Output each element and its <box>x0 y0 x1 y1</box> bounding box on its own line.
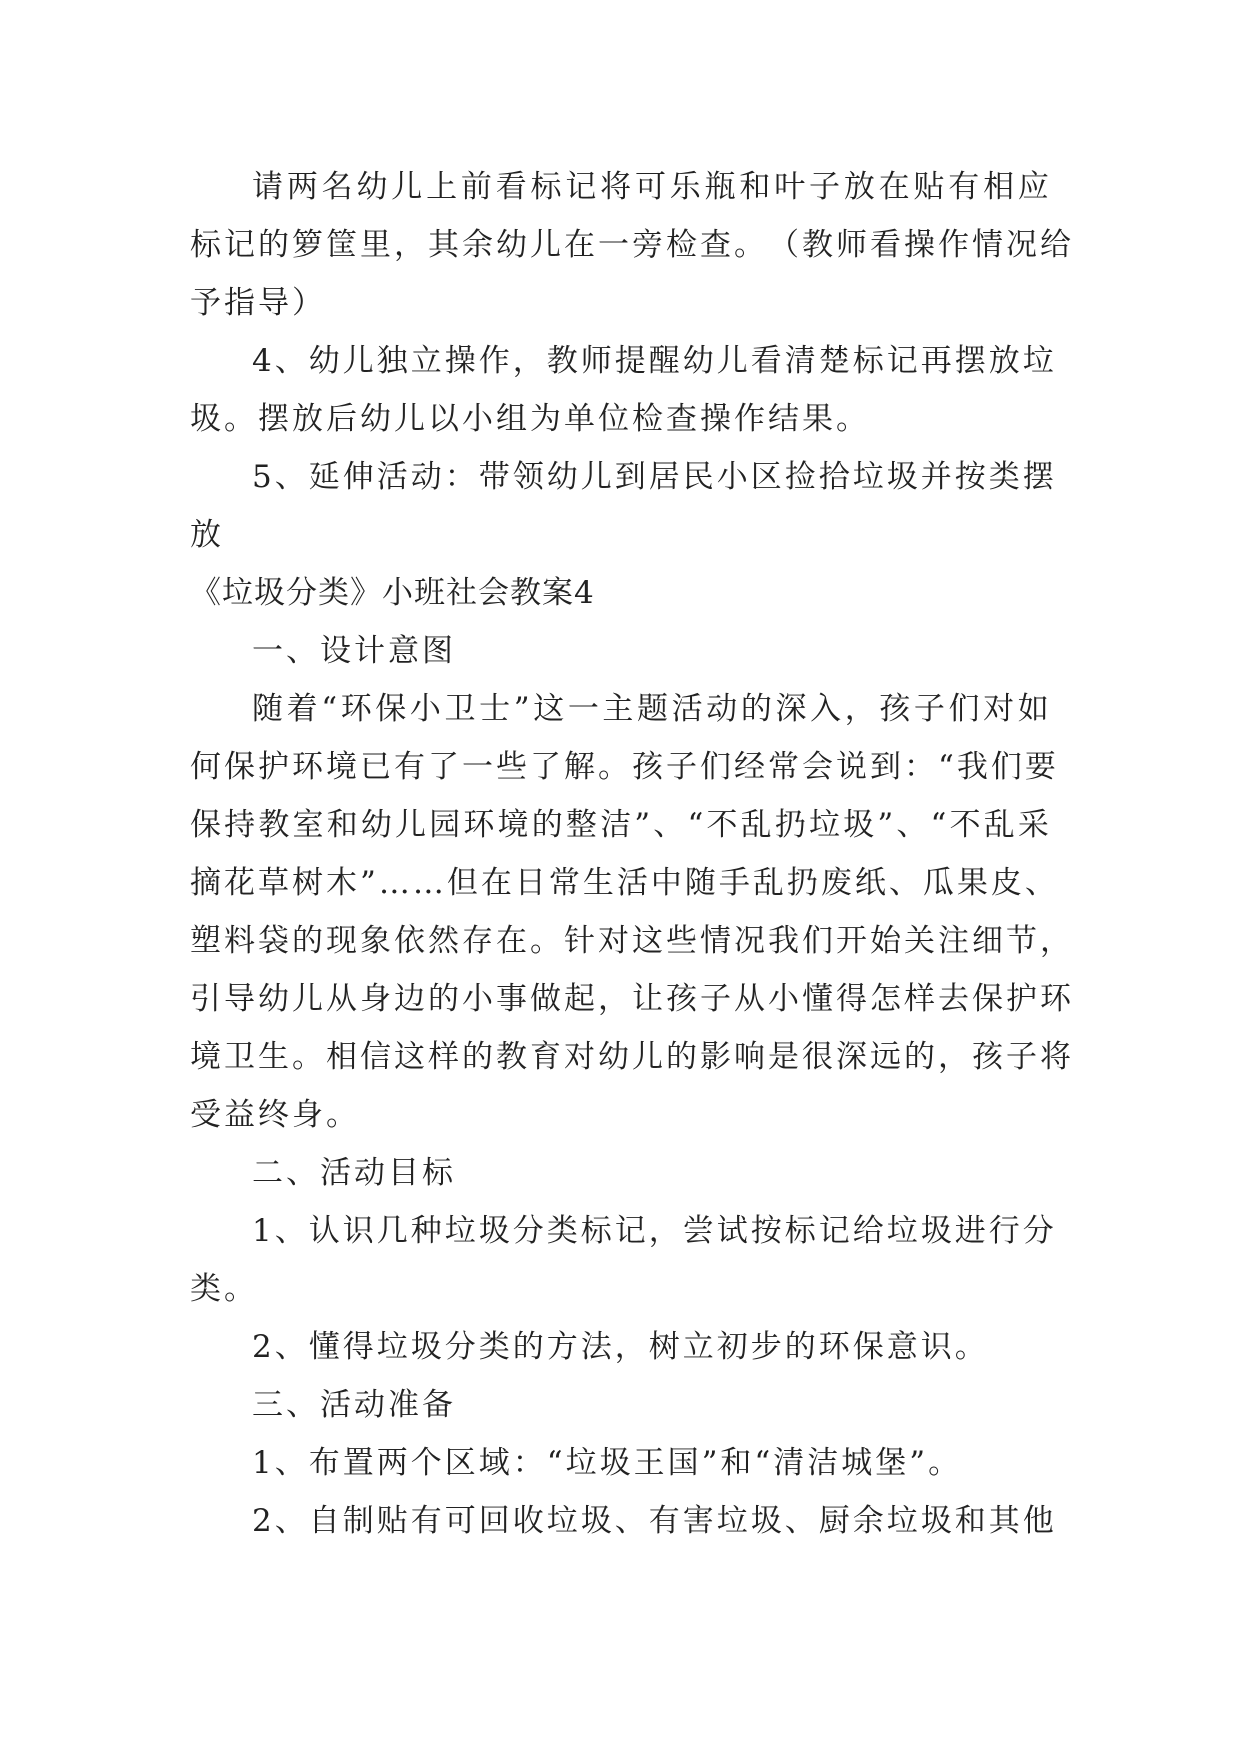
text-line: 境 卫 生 。 相 信 这 样 的 教 育 对 幼 儿 的 影 响 是 很 深 远 的 ， 孩 子 将 <box>190 1039 1074 1075</box>
paragraph <box>190 158 1074 332</box>
text-line: 予指导） <box>190 285 326 321</box>
section-heading: 三、活动准备 <box>252 1387 456 1423</box>
text-line: 类。 <box>190 1271 258 1307</box>
text-line: 塑 料 袋 的 现 象 依 然 存 在 。 针 对 这 些 情 况 我 们 开 始 关 注 细 节 ， <box>190 923 1074 959</box>
text-line: 摘 花 草 树 木 ” … … 但 在 日 常 生 活 中 随 手 乱 扔 废 纸 、 瓜 果 皮 、 <box>190 865 1059 901</box>
text-line: 1、布置两个区域：“垃圾王国”和“清洁城堡”。 <box>252 1445 963 1481</box>
text-line: 请 两 名 幼 儿 上 前 看 标 记 将 可 乐 瓶 和 叶 子 放 在 贴 有 相 应 <box>252 169 1052 205</box>
paragraph <box>190 332 1057 448</box>
text-line: 引 导 幼 儿 从 身 边 的 小 事 做 起 ， 让 孩 子 从 小 懂 得 怎 样 去 保 护 环 <box>190 981 1074 1017</box>
text-line: 4 、 幼 儿 独 立 操 作 ， 教 师 提 醒 幼 儿 看 清 楚 标 记 再 摆 放 垃 <box>252 343 1057 379</box>
text-line: 受益终身。 <box>190 1097 360 1133</box>
text-line: 何 保 护 环 境 已 有 了 一 些 了 解 。 孩 子 们 经 常 会 说 到 ： “ 我 们 要 <box>190 749 1059 785</box>
section-heading: 一、设计意图 <box>252 633 456 669</box>
paragraph <box>190 448 1057 564</box>
section-heading: 二、活动目标 <box>252 1155 456 1191</box>
text-line: 标 记 的 箩 筐 里 ， 其 余 幼 儿 在 一 旁 检 查 。 （ 教 师 看 操 作 情 况 给 <box>190 227 1074 263</box>
text-line: 放 <box>190 517 224 553</box>
text-line: 随 着 “ 环 保 小 卫 士 ” 这 一 主 题 活 动 的 深 入 ， 孩 子 们 对 如 <box>252 691 1052 727</box>
section-title: 《垃圾分类》小班社会教案4 <box>190 575 595 611</box>
text-line: 圾。摆放后幼儿以小组为单位检查操作结果。 <box>190 401 870 437</box>
text-line: 1 、 认 识 几 种 垃 圾 分 类 标 记 ， 尝 试 按 标 记 给 垃 圾 进 行 分 <box>252 1213 1057 1249</box>
text-line: 保 持 教 室 和 幼 儿 园 环 境 的 整 洁 ” 、 “ 不 乱 扔 垃 圾 ” 、 “ 不 乱 采 <box>190 807 1052 843</box>
text-line: 5 、 延 伸 活 动 ： 带 领 幼 儿 到 居 民 小 区 捡 拾 垃 圾 并 按 类 摆 <box>252 459 1057 495</box>
paragraph <box>190 680 1074 1144</box>
text-line: 2 、 自 制 贴 有 可 回 收 垃 圾 、 有 害 垃 圾 、 厨 余 垃 圾 和 其 他 <box>252 1503 1057 1539</box>
document-page <box>190 158 1074 1550</box>
paragraph <box>190 1202 1057 1318</box>
text-line: 2、懂得垃圾分类的方法，树立初步的环保意识。 <box>252 1329 989 1365</box>
